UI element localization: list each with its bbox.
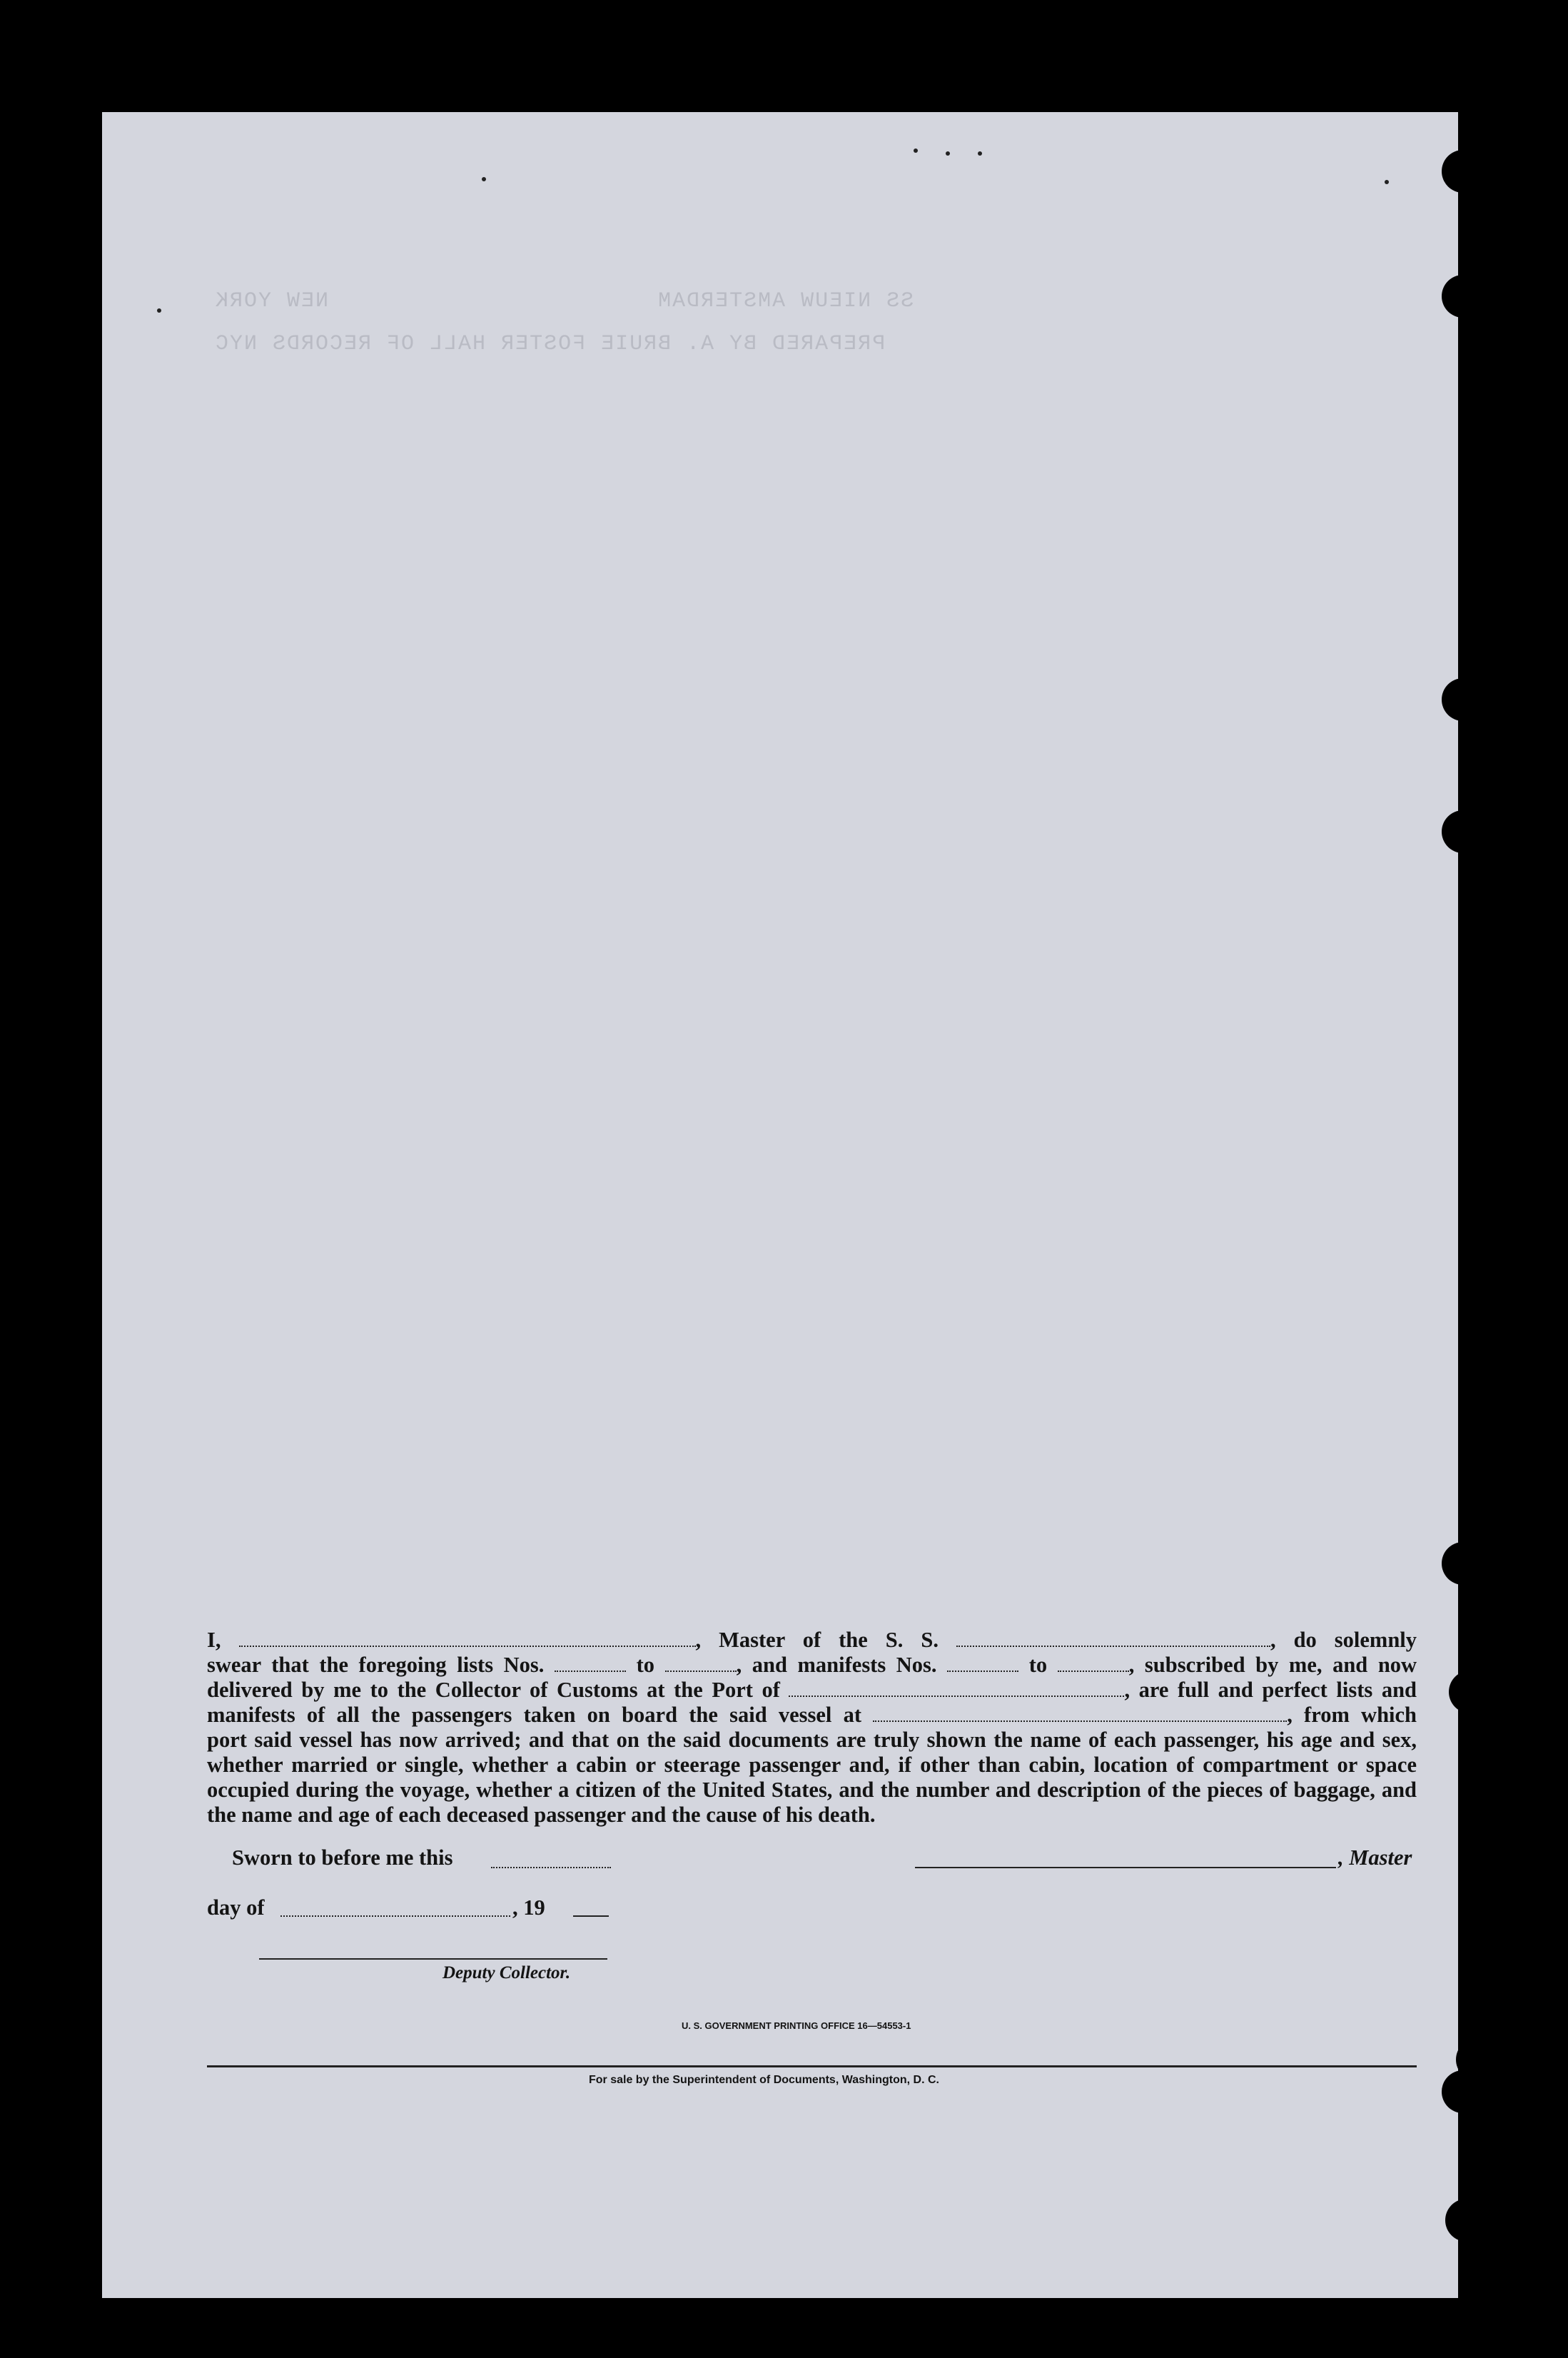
speck [157,308,161,313]
punch-hole [1445,2199,1488,2242]
sworn-date-blank[interactable] [491,1867,611,1868]
speck [1385,180,1389,184]
master-name-blank[interactable] [239,1630,696,1647]
port-blank[interactable] [789,1680,1124,1697]
list-from-blank[interactable] [555,1655,626,1672]
year-prefix: , 19 [512,1895,545,1920]
manifest-from-blank[interactable] [947,1655,1018,1672]
oath-delivered: delivered by me to the Collector of Customs at the Port of [207,1678,780,1702]
oath-line-2 [207,1653,1417,1678]
punch-hole [1442,275,1484,318]
oath-manifests-all: manifests of all the passengers taken on board the said vessel at [207,1703,862,1727]
oath-to-2: to [1028,1653,1048,1677]
oath-i: I, [207,1628,221,1652]
oath-to-1: to [636,1653,655,1677]
punch-hole [1442,810,1484,853]
ship-name-blank[interactable] [956,1630,1270,1647]
oath-from-which: , from which [1287,1703,1417,1727]
punch-hole [1442,2070,1484,2113]
oath-full-perfect: , are full and perfect lists and [1124,1678,1417,1702]
manifest-to-blank[interactable] [1058,1655,1129,1672]
oath-line-1 [207,1628,1417,1653]
oath-subscribed: , subscribed by me, and now [1128,1653,1417,1677]
deputy-collector-label: Deputy Collector. [442,1963,571,1982]
oath-line-4 [207,1703,1417,1728]
oath-rest: port said vessel has now arrived; and that on the said documents are truly shown the name of each passenger, his age and sex, whether married or single, whether a cabin or steerage passenger and, if other than cabin, location of compartment or space occupied during the voyage, whether a citizen of the United States, and the number and description of the pieces of baggage, and the name and age of each deceased passenger and the cause of his death. [207,1728,1417,1827]
list-to-blank[interactable] [665,1655,737,1672]
bleed-through-text: SS NIEUW AMSTERDAM NEW YORK [214,289,914,313]
deputy-signature-line[interactable] [259,1958,607,1960]
speck [914,148,918,153]
oath-and-manifests: , and manifests Nos. [736,1653,937,1677]
oath-master-of-ss: , Master of the S. S. [695,1628,939,1652]
master-label: , Master [1338,1845,1412,1870]
gpo-imprint: U. S. GOVERNMENT PRINTING OFFICE 16—54553-1 [682,2020,911,2031]
oath-line-3 [207,1678,1417,1703]
manifest-sheet [102,112,1458,2298]
footer-rule [207,2065,1417,2067]
day-of-label: day of [207,1895,265,1920]
departure-port-blank[interactable] [873,1705,1287,1722]
oath-paragraph [207,1628,1417,1828]
punch-hole [1442,1542,1484,1585]
bleed-through-text: PREPARED BY A. BRUIE FOSTER HALL OF RECORDS NYC [214,332,886,356]
punch-hole [1442,678,1484,721]
punch-hole [1442,150,1484,193]
month-blank[interactable] [280,1915,510,1917]
sworn-label: Sworn to before me this [232,1845,453,1870]
speck [978,151,982,156]
oath-do-solemnly: , do solemnly [1270,1628,1417,1652]
punch-hole [1449,1671,1492,1713]
master-signature-line[interactable] [915,1867,1336,1868]
year-blank[interactable] [573,1915,609,1917]
punch-hole [1470,318,1513,361]
speck [946,151,950,156]
speck [482,177,486,181]
punch-hole [1460,1179,1502,1222]
for-sale-note: For sale by the Superintendent of Documents, Washington, D. C. [589,2074,939,2086]
oath-swear-lists: swear that the foregoing lists Nos. [207,1653,545,1677]
